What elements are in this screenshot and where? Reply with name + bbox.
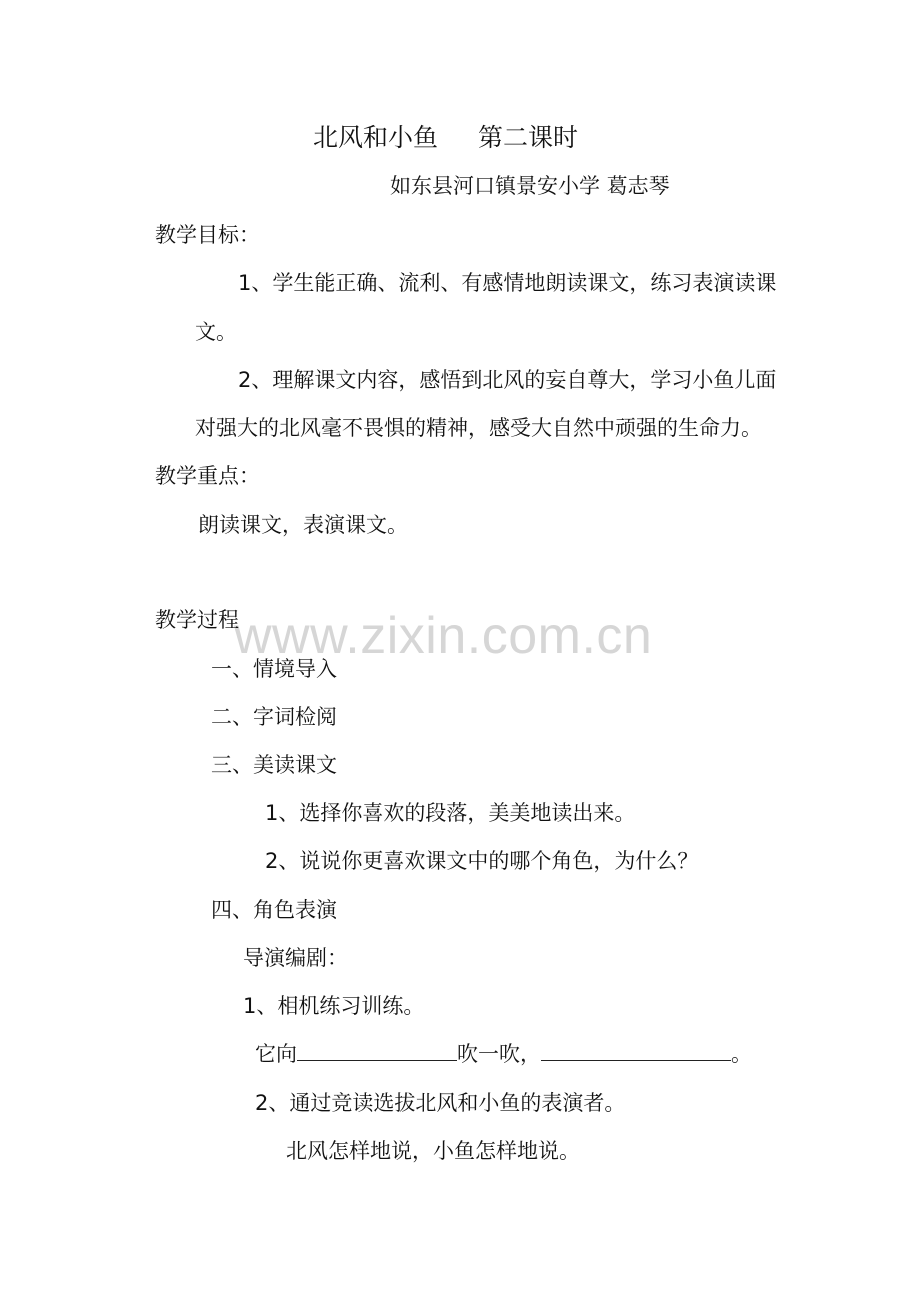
fill-part-2: 吹一吹， bbox=[457, 1042, 541, 1066]
step-1: 一、情境导入 bbox=[211, 657, 337, 681]
director-label: 导演编剧： bbox=[243, 946, 348, 970]
step-2: 二、字词检阅 bbox=[211, 705, 337, 729]
process-heading: 教学过程 bbox=[155, 608, 239, 632]
title-lesson: 北风和小鱼 bbox=[313, 123, 439, 152]
step-4: 四、角色表演 bbox=[211, 898, 337, 922]
title-period: 第二课时 bbox=[478, 123, 579, 152]
author-line: 如东县河口镇景安小学 葛志琴 bbox=[390, 174, 670, 198]
objective-2-line-2: 对强大的北风毫不畏惧的精神，感受大自然中顽强的生命力。 bbox=[195, 416, 762, 440]
fill-blank-1 bbox=[297, 1040, 457, 1061]
objective-1-line-1: 1、学生能正确、流利、有感情地朗读课文，练习表演读课 bbox=[238, 271, 777, 295]
objective-2-line-1: 2、理解课文内容，感悟到北风的妄自尊大，学习小鱼儿面 bbox=[238, 368, 777, 392]
step-3-sub-1: 1、选择你喜欢的段落，美美地读出来。 bbox=[265, 801, 636, 825]
keypoints-text: 朗读课文，表演课文。 bbox=[198, 513, 408, 537]
fill-in-sentence bbox=[255, 1040, 752, 1068]
step-4-sub-1: 1、相机练习训练。 bbox=[243, 994, 425, 1018]
objective-1-line-2: 文。 bbox=[195, 320, 237, 344]
fill-part-1: 它向 bbox=[255, 1042, 297, 1066]
step-4-sub-2: 2、通过竞读选拔北风和小鱼的表演者。 bbox=[255, 1091, 626, 1115]
objectives-heading: 教学目标： bbox=[155, 223, 260, 247]
fill-part-3: 。 bbox=[731, 1042, 752, 1066]
fill-blank-2 bbox=[541, 1040, 731, 1061]
step-3-sub-2: 2、说说你更喜欢课文中的哪个角色，为什么？ bbox=[265, 849, 699, 873]
page-title bbox=[313, 122, 578, 154]
keypoints-heading: 教学重点： bbox=[155, 464, 260, 488]
step-4-note: 北风怎样地说，小鱼怎样地说。 bbox=[286, 1139, 580, 1163]
step-3: 三、美读课文 bbox=[211, 753, 337, 777]
watermark: www.zixin.com.cn bbox=[234, 607, 653, 665]
